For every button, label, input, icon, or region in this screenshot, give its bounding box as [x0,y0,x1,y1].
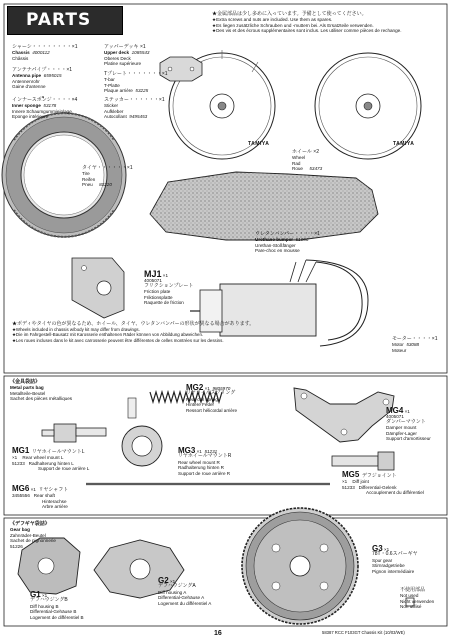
metal-bag-title [10,380,72,402]
antenna-pipe-label [12,68,72,90]
rear-wheel-mount-l-drawing [42,424,106,442]
rear-wheel-mount-r-drawing [122,398,162,466]
mj1-id: MJ1 ×1 [144,269,169,279]
g3-l3: Pignon intermédiaire [372,568,415,574]
sticker-l1: Sticker [104,103,119,109]
mg3-l2: Radhalterung hinten R [178,465,224,471]
mg5-label [342,472,424,496]
mg6-label [12,486,68,510]
mg2-jp: リヤコイルスプリング [186,390,236,397]
spur-gear-drawing [242,508,358,624]
mj1-label [144,269,194,306]
friction-plate-drawing [72,258,124,318]
g2-l2: Differential-Gehäuse A [158,595,205,601]
upper-deck-label [104,45,149,67]
g2-l3: Logement du différentiel A [158,600,212,606]
tire-l1: Tire [82,171,90,177]
mg3-l3: Support de roue arrière R [178,470,231,476]
sponge-l1: Inner sponge 53178 [12,103,57,109]
sponge-jp: インナースポンジ・・・・×4 [12,97,78,103]
chassis-jp: シャーシ・・・・・・・・×1 [12,44,78,50]
g3-label [372,546,418,574]
g1-id: G1 ×1 [30,590,48,599]
mg6-id: MG6 ×1 リヤシャフト [12,484,69,493]
motor-l2: Moteur [392,347,407,353]
mg5-l2: 51233 Differential-Gelenk [342,484,397,490]
gear-bag-title [10,522,56,549]
note-en: ★Extra screws and nuts are included. Use them as spares. [212,17,333,23]
mg3-label [178,448,231,476]
notused-l1: Not used [400,593,419,599]
bumper-jp: ウレタンバンパー・・・・×1 [255,231,320,237]
tire-l3: Pneu 83220 [82,182,112,188]
tire-jp: タイヤ・・・・・・×1 [82,165,133,171]
g3-id: G3 ×1 [372,544,390,553]
mj1-l2: Friktionsplatte [144,294,173,300]
g1-label [30,592,84,620]
mg4-id: MG4 ×1 [386,406,410,415]
gear-bag-code: 51226 [10,543,23,549]
antenna-l2: Antennenrohr [12,78,40,84]
wheel-l2: Rad [292,160,301,166]
sticker-l3: Autocollant 9495453 [104,114,148,120]
metal-bag-en: Metal parts bag [10,385,44,391]
tplate-l1: T-bar [104,77,115,83]
notused-jp: 不使用部品 [400,587,426,593]
mg5-l1: ×1 Diff joint [342,479,369,485]
motor-label [392,337,438,353]
note-fr: ★Des vis et des écrous supplémentaires sont inclus. Les utiliser comme pièces de rechange. [212,28,402,34]
tire-label [82,166,133,188]
damper-mount-drawing [294,388,394,442]
wheel-brand-right: TAMIYA [393,141,415,147]
wheel-jp: ホイール ×2 [292,149,319,155]
mj1-l3: Raquette de friction [144,300,184,306]
not-used-label [400,588,434,610]
diff-joint-drawing [332,452,394,470]
mg2-id: MG2 ×1 9805970 [186,383,231,392]
g3-l2: Stirnradgetriebe [372,563,405,569]
deck-l2: Oberes Deck [104,55,131,61]
sticker-l2: Aufkleber [104,108,124,114]
mg4-l2: Dämpfer-Lager [386,430,417,436]
wheel-label [292,150,322,172]
t-plate-label [104,72,168,94]
mg2-l1: Rear coil spring [186,396,218,402]
mj1-code: 4005071 [144,278,162,284]
chassis-label [12,45,78,61]
mg6-l2: Hinterachse [42,498,67,504]
urethane-bumper-drawing [150,172,378,243]
cnote-jp: ★ボディやタイヤの色が異なるため、ホイール、タイヤ、ウレタンバンパーの形状が異なる場合があります。 [12,321,255,327]
mg5-id: MG5 デフジョイント [342,470,397,479]
mg6-l3: Arbre arrière [42,504,68,510]
note-jp: ★金属部品は少し多めに入っています。予備として使ってください。 [212,11,367,17]
chassis-l2: Châssis [12,55,29,61]
mg4-code: 4005071 [386,414,404,420]
sticker-label [104,98,165,120]
g1-l2: Differential-Gehäuse B [30,609,77,615]
mg1-id: MG1 リヤホイールマウントL [12,446,85,455]
wheel-l3: Roue 53473 [292,166,323,172]
mg4-l1: Damper mount [386,425,417,431]
cnote-en: ★Wheels included in chassis w/body kit may differ from drawings. [12,327,140,333]
cnote-de: ★Die im Fahrgestell-Bausatz mit Karosserie enthaltenen Räder können von Abbildung abweichen. [12,332,204,338]
mg5-l3: Accouplement du différentiel [366,490,424,496]
deck-jp: アッパーデッキ ×1 [104,44,146,50]
header-notes [212,12,402,34]
mg2-l3: Ressort hélicoïdal arrière [186,407,238,413]
parts-title-tab [7,6,123,35]
g3-jp: 78T・0.6スパーギヤ [372,551,418,558]
metal-bag-fr: Sachet des pièces métalliques [10,396,73,402]
g2-l1: Diff housing A [158,589,187,595]
motor-jp: モーター・・・・×1 [392,336,438,342]
mg6-l1: 3455556 Rear shaft [12,493,55,499]
g3-l1: Spur gear [372,557,393,563]
tplate-jp: Tプレート・・・・・・・×1 [104,71,168,77]
tplate-l2: T-Platte [104,82,120,88]
mg1-l3: Support de roue arrière L [38,466,90,472]
antenna-l3: Gaine d'antenne [12,84,46,90]
gear-bag-de: Zahnräder-Beutel [10,532,46,538]
antenna-l1: Antenna pipe 6595015 [12,73,62,79]
mg3-l1: Rear wheel mount R [178,459,220,465]
mg1-label [12,448,89,472]
mg2-label [186,385,237,413]
motor-l1: Motor 53088 [392,342,420,348]
page-number: 16 [214,630,222,637]
bumper-l1: Urethane bumper 51066 [255,237,309,243]
tire-l2: Reifen [82,176,96,182]
inner-sponge-label [12,98,77,120]
mg4-jp: ダンパーマウント [386,418,426,425]
mj1-l1: Friction plate [144,289,171,295]
chassis-l1: Chassis 4000112 [12,50,50,56]
deck-l1: Upper deck 1085543 [104,50,150,56]
document-code: 58387 RCC F103GT Chassis Kit (10/03/WE) [322,630,405,635]
g2-jp: デフハウジングA [158,583,196,590]
mg1-l2: 51233 Radhalterung hinten L [12,460,74,466]
metal-bag-jp: 《金具袋詰》 [10,379,41,385]
notused-l3: Non utilisé [400,604,422,610]
chassis-kit-note [12,322,254,343]
deck-l3: Platine supérieure [104,61,142,67]
gear-bag-fr: Sachet de pignonnerie [10,538,56,544]
mj1-jp: フリクションプレート [144,282,194,289]
g2-id: G2 ×1 [158,576,176,585]
g1-l1: Diff housing B [30,603,59,609]
mg2-l2: Hintere Feder [186,402,215,408]
antenna-jp: アンテナパイプ・・・・×1 [12,67,73,73]
mg4-l3: Support d'amortisseur [386,436,431,442]
parts-title: PARTS [26,10,92,30]
mg4-label [386,408,431,441]
bumper-l3: Pare-choc en mousse [255,248,300,254]
urethane-bumper-label [255,232,320,254]
mg3-id: MG3 ×1 51231 [178,446,218,455]
sticker-jp: ステッカー・・・・・・×1 [104,97,165,103]
note-de: ★Es liegen zusätzliche Schrauben und -muttern bei. Als Ersatzteile verwenden. [212,22,374,28]
g1-l3: Logement de différentiel B [30,614,84,620]
wheel-brand-left: TAMIYA [248,141,270,147]
sponge-l2: Innere Schaumgummieinlage [12,108,72,114]
tplate-l3: Plaque arrière 53225 [104,88,149,94]
wheel-l1: Wheel [292,155,306,161]
g2-label [158,578,211,606]
mg3-jp: リヤホイールマウントR [178,453,232,460]
notused-l2: Nicht verwenden [400,598,435,604]
cnote-fr: ★Les roues incluses dans le kit avec carrosserie peuvent être différentes de celles montrées sur les dessins. [12,337,224,343]
bumper-l2: Urethan-Stoßfänger [255,242,296,248]
mg1-l1: ×1 Rear wheel mount L [12,455,64,461]
gear-bag-en: Gear bag [10,527,30,533]
metal-bag-de: Metallteile-Beutel [10,390,46,396]
sponge-l3: Eponge intérieure [12,114,49,120]
g1-jp: デフハウジングB [30,597,68,604]
gear-bag-jp: 《デフギヤ袋詰》 [10,521,50,527]
